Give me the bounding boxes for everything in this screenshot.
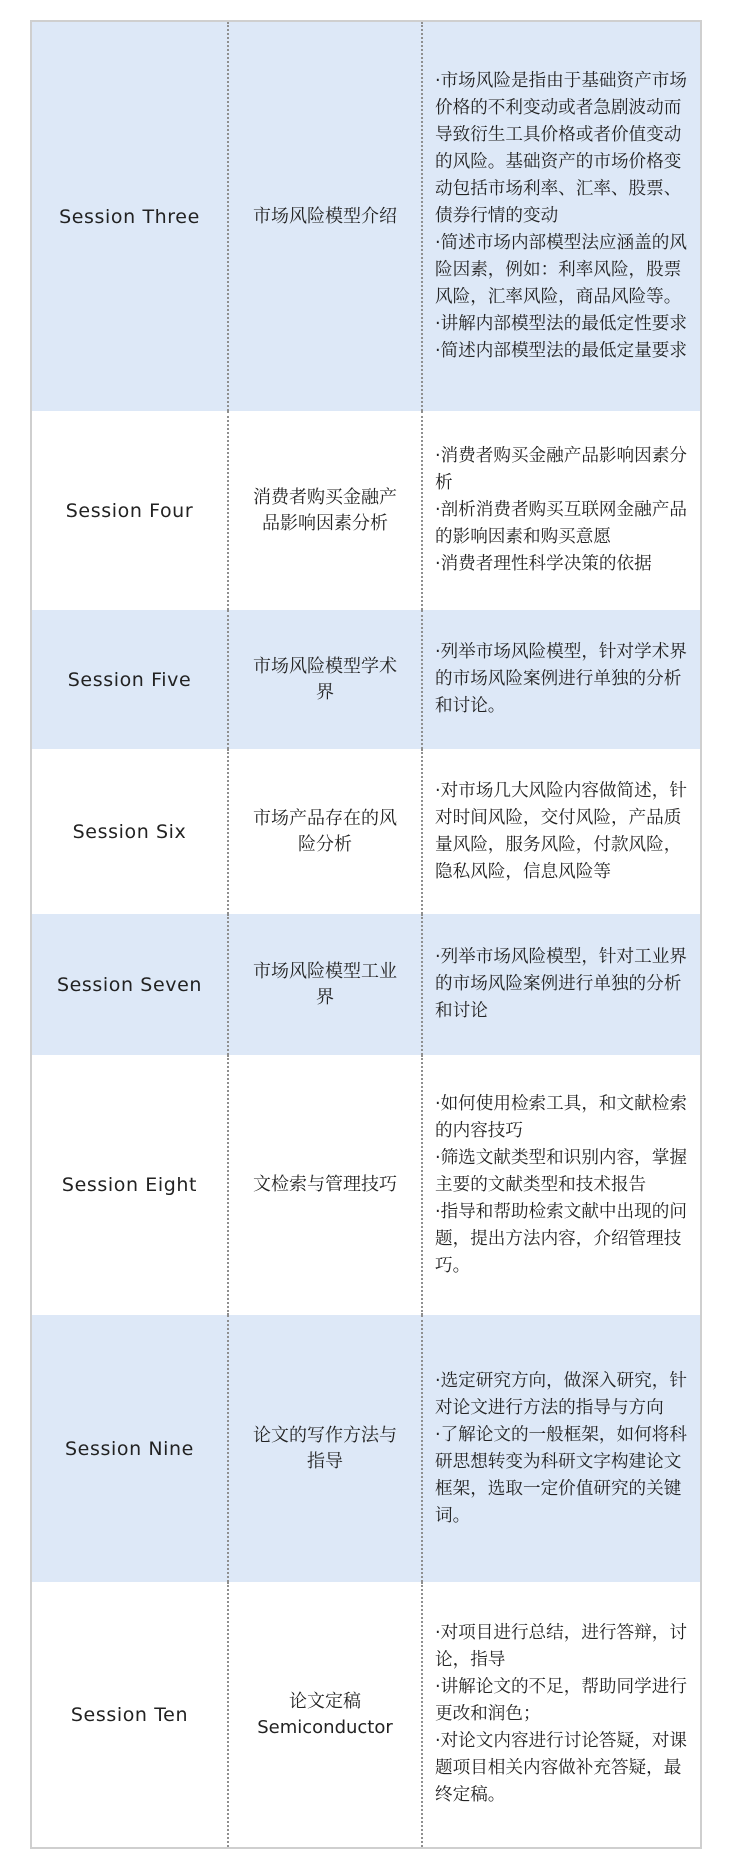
session-cell: Session Six bbox=[72, 820, 187, 843]
details-cell bbox=[423, 914, 700, 1055]
table-row bbox=[32, 749, 700, 914]
table-row bbox=[32, 411, 700, 610]
details-list bbox=[435, 1091, 688, 1280]
detail-item: ·市场风险是指由于基础资产市场价格的不利变动或者急剧波动而导致衍生工具价格或者价值变动的风险。基础资产的市场价格变动包括市场利率、汇率、股票、债券行情的变动 bbox=[435, 71, 687, 226]
details-cell bbox=[423, 411, 700, 610]
detail-item: ·指导和帮助检索文献中出现的问题，提出方法内容，介绍管理技巧。 bbox=[435, 1201, 687, 1276]
details-cell bbox=[423, 610, 700, 749]
detail-item: ·选定研究方向，做深入研究，针对论文进行方法的指导与方向 bbox=[435, 1370, 687, 1418]
table-row bbox=[32, 1315, 700, 1582]
topic-cell: 市场风险模型工业界 bbox=[227, 914, 423, 1055]
topic-cell: 论文定稿 Semiconductor bbox=[227, 1582, 423, 1847]
details-list bbox=[435, 1620, 688, 1809]
session-cell: Session Three bbox=[59, 205, 200, 228]
session-cell: Session Eight bbox=[61, 1174, 198, 1196]
topic-cell: 市场风险模型学术界 bbox=[227, 610, 423, 749]
details-list bbox=[435, 68, 688, 365]
topic-cell: 论文的写作方法与指导 bbox=[227, 1315, 423, 1582]
table-row bbox=[32, 610, 700, 749]
topic-cell: 文检索与管理技巧 bbox=[227, 1055, 423, 1315]
topic-cell: 消费者购买金融产品影响因素分析 bbox=[227, 411, 423, 610]
detail-item: ·对论文内容进行讨论答疑，对课题项目相关内容做补充答疑，最终定稿。 bbox=[435, 1731, 687, 1805]
detail-item: ·对市场几大风险内容做简述，针对时间风险，交付风险，产品质量风险，服务风险，付款风险，隐私风险，信息风险等 bbox=[435, 780, 687, 882]
detail-item: ·对项目进行总结，进行答辩，讨论，指导 bbox=[435, 1623, 687, 1670]
details-list bbox=[435, 639, 688, 720]
table-row bbox=[32, 1055, 700, 1315]
session-cell: Session Seven bbox=[56, 973, 203, 996]
detail-item: ·简述内部模型法的最低定量要求 bbox=[435, 341, 687, 361]
detail-item: ·剖析消费者购买互联网金融产品的影响因素和购买意愿 bbox=[435, 500, 687, 547]
detail-item: ·消费者理性科学决策的依据 bbox=[435, 554, 652, 574]
detail-item: ·如何使用检索工具，和文献检索的内容技巧 bbox=[435, 1093, 687, 1141]
details-list bbox=[435, 944, 688, 1025]
course-schedule-table bbox=[30, 20, 702, 1849]
detail-item: ·列举市场风险模型，针对工业界的市场风险案例进行单独的分析和讨论 bbox=[435, 947, 687, 1021]
details-cell bbox=[423, 1055, 700, 1315]
table-row bbox=[32, 914, 700, 1055]
topic-cell: 市场风险模型介绍 bbox=[227, 22, 423, 411]
details-cell bbox=[423, 22, 700, 411]
session-cell: Session Five bbox=[67, 668, 192, 691]
details-list bbox=[435, 778, 688, 886]
details-cell bbox=[423, 1315, 700, 1582]
topic-cell: 市场产品存在的风险分析 bbox=[227, 749, 423, 914]
detail-item: ·列举市场风险模型，针对学术界的市场风险案例进行单独的分析和讨论。 bbox=[435, 642, 687, 716]
session-cell: Session Nine bbox=[65, 1437, 194, 1460]
detail-item: ·讲解内部模型法的最低定性要求 bbox=[435, 314, 687, 334]
session-cell: Session Ten bbox=[70, 1703, 189, 1726]
details-list bbox=[435, 443, 688, 578]
detail-item: ·了解论文的一般框架，如何将科研思想转变为科研文字构建论文框架，选取一定价值研究的关键词。 bbox=[435, 1424, 687, 1526]
table-row bbox=[32, 1582, 700, 1847]
detail-item: ·简述市场内部模型法应涵盖的风险因素，例如：利率风险，股票风险，汇率风险，商品风险等。 bbox=[435, 233, 687, 307]
details-list bbox=[435, 1368, 688, 1530]
details-cell bbox=[423, 1582, 700, 1847]
session-cell: Session Four bbox=[65, 499, 194, 522]
detail-item: ·消费者购买金融产品影响因素分析 bbox=[435, 446, 687, 493]
table-row bbox=[32, 22, 700, 411]
details-cell bbox=[423, 749, 700, 914]
detail-item: ·讲解论文的不足，帮助同学进行更改和润色； bbox=[435, 1677, 687, 1724]
detail-item: ·筛选文献类型和识别内容，掌握主要的文献类型和技术报告 bbox=[435, 1147, 687, 1195]
